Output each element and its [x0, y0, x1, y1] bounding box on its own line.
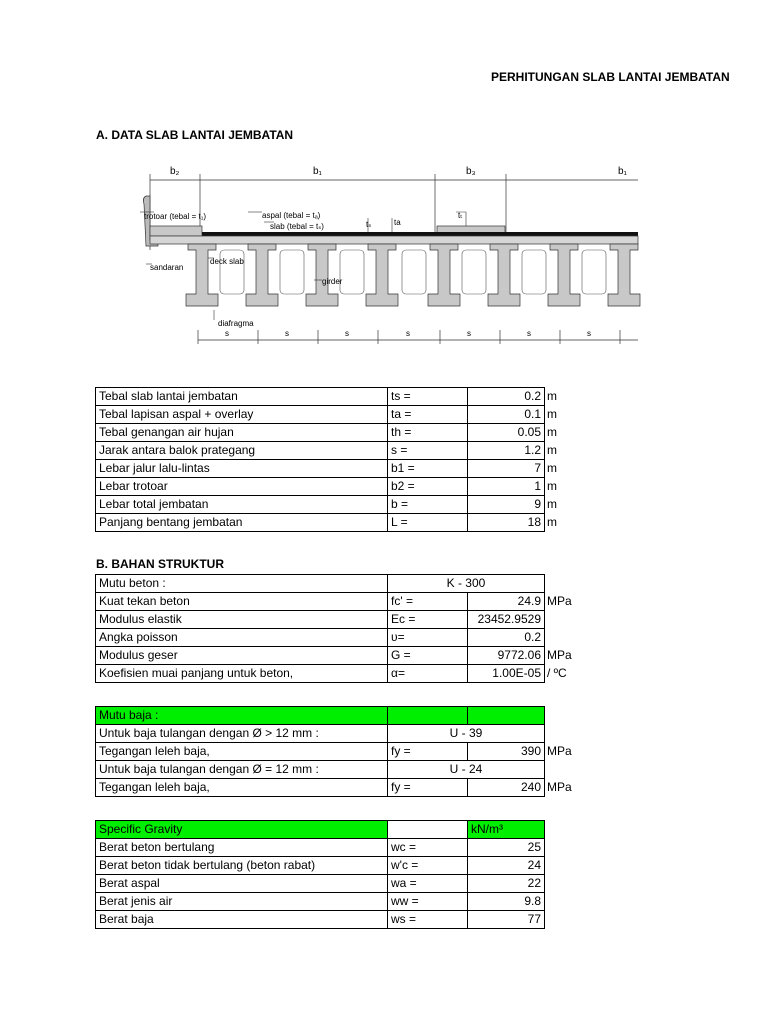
table-cell: Tebal genangan air hujan	[96, 424, 388, 442]
table-row	[96, 743, 581, 761]
table-row	[96, 647, 581, 665]
table-cell: 22	[468, 875, 545, 893]
table-cell: Berat beton tidak bertulang (beton rabat)	[96, 857, 388, 875]
spacing-label: s	[406, 329, 410, 338]
table-row	[96, 388, 581, 406]
ts-label: tₛ	[366, 220, 372, 229]
table-cell: 23452.9529	[468, 611, 545, 629]
spacing-dimension-line	[198, 330, 638, 344]
table-cell: m	[547, 479, 557, 493]
table-cell	[545, 911, 581, 929]
table-cell: Tebal slab lantai jembatan	[96, 388, 388, 406]
tt-label: tₜ	[458, 211, 463, 220]
table-cell: m	[547, 389, 557, 403]
table-row	[96, 514, 581, 532]
table-cell: Modulus geser	[96, 647, 388, 665]
table-cell: K - 300	[388, 575, 545, 593]
table-cell: Angka poisson	[96, 629, 388, 647]
dim-b1-label: b₁	[313, 166, 322, 177]
table-cell: Lebar total jembatan	[96, 496, 388, 514]
table-cell: 24	[468, 857, 545, 875]
table-cell: / ºC	[547, 666, 567, 680]
table-row	[96, 725, 581, 743]
table-cell: υ=	[388, 629, 468, 647]
ta-label: ta	[394, 218, 401, 227]
table-cell: MPa	[547, 648, 572, 662]
trotoar-label: trotoar (tebal = t₁)	[144, 212, 207, 221]
table-cell: α=	[388, 665, 468, 683]
table-cell: Lebar trotoar	[96, 478, 388, 496]
table-cell: Tebal lapisan aspal + overlay	[96, 406, 388, 424]
table-row	[96, 779, 581, 797]
table-cell: Berat beton bertulang	[96, 839, 388, 857]
table-header-row	[96, 821, 581, 839]
asphalt-layer	[202, 232, 638, 236]
aspal-label: aspal (tebal = tₐ)	[262, 211, 321, 220]
table-cell: Untuk baja tulangan dengan Ø = 12 mm :	[96, 761, 388, 779]
table-row	[96, 593, 581, 611]
girder-label: girder	[322, 277, 343, 286]
sandaran-label: sandaran	[150, 263, 184, 272]
table-cell: b1 =	[388, 460, 468, 478]
spacing-label: s	[587, 329, 591, 338]
table-cell: Kuat tekan beton	[96, 593, 388, 611]
table-row	[96, 665, 581, 683]
table-row	[96, 406, 581, 424]
table-cell: 1.00E-05	[468, 665, 545, 683]
spacing-label: s	[285, 329, 289, 338]
table-cell: 77	[468, 911, 545, 929]
table-cell: Tegangan leleh baja,	[96, 743, 388, 761]
table-cell: m	[547, 497, 557, 511]
table-cell: Tegangan leleh baja,	[96, 779, 388, 797]
table-row	[96, 478, 581, 496]
table-cell: U - 39	[388, 725, 545, 743]
table-header-row	[96, 707, 581, 725]
table-cell: 0.05	[468, 424, 545, 442]
table-cell: Mutu beton :	[96, 575, 388, 593]
table-cell: Modulus elastik	[96, 611, 388, 629]
table-cell: kN/m³	[468, 821, 545, 839]
table-row	[96, 839, 581, 857]
table-cell: Berat jenis air	[96, 893, 388, 911]
table-cell	[545, 611, 581, 629]
table-cell: 9772.06	[468, 647, 545, 665]
table-cell: 1.2	[468, 442, 545, 460]
table-row	[96, 875, 581, 893]
table-cell: Ec =	[388, 611, 468, 629]
table-cell: 9	[468, 496, 545, 514]
table-cell: G =	[388, 647, 468, 665]
table-cell: Koefisien muai panjang untuk beton,	[96, 665, 388, 683]
slab-data-table	[95, 387, 581, 532]
bridge-cross-section-diagram	[130, 160, 638, 345]
table-cell: 25	[468, 839, 545, 857]
deck-slab-label: deck slab	[210, 257, 244, 266]
table-cell: s =	[388, 442, 468, 460]
table-cell: b2 =	[388, 478, 468, 496]
table-cell	[545, 875, 581, 893]
table-cell: ta =	[388, 406, 468, 424]
table-cell	[545, 707, 581, 725]
table-cell: Panjang bentang jembatan	[96, 514, 388, 532]
table-cell: m	[547, 515, 557, 529]
table-cell	[545, 725, 581, 743]
table-row	[96, 575, 581, 593]
table-cell: ts =	[388, 388, 468, 406]
dim-b3-label: b₃	[466, 166, 476, 177]
section-b-heading: B. BAHAN STRUKTUR	[96, 557, 224, 571]
table-cell: m	[547, 425, 557, 439]
slab-layer	[150, 236, 638, 244]
table-cell: 18	[468, 514, 545, 532]
table-cell	[545, 821, 581, 839]
table-cell: Mutu baja :	[96, 707, 388, 725]
material-table	[95, 574, 581, 683]
table-cell: ww =	[388, 893, 468, 911]
steel-grade-table	[95, 706, 581, 797]
table-row	[96, 911, 581, 929]
table-cell: MPa	[547, 780, 572, 794]
spacing-label: s	[527, 329, 531, 338]
diafragma-label: diafragma	[218, 319, 254, 328]
table-cell	[545, 575, 581, 593]
table-row	[96, 857, 581, 875]
table-cell: fy =	[388, 743, 468, 761]
table-cell: Jarak antara balok prategang	[96, 442, 388, 460]
table-cell: U - 24	[388, 761, 545, 779]
table-row	[96, 611, 581, 629]
table-cell: Lebar jalur lalu-lintas	[96, 460, 388, 478]
spacing-label: s	[345, 329, 349, 338]
table-cell: Untuk baja tulangan dengan Ø > 12 mm :	[96, 725, 388, 743]
table-row	[96, 629, 581, 647]
left-sidewalk-shape	[150, 226, 202, 236]
table-cell: 7	[468, 460, 545, 478]
table-cell: 390	[468, 743, 545, 761]
table-cell	[545, 893, 581, 911]
table-cell: 9.8	[468, 893, 545, 911]
table-cell: fy =	[388, 779, 468, 797]
table-cell	[545, 857, 581, 875]
table-row	[96, 442, 581, 460]
table-cell: Berat aspal	[96, 875, 388, 893]
table-cell: wa =	[388, 875, 468, 893]
table-cell: ws =	[388, 911, 468, 929]
table-cell: 240	[468, 779, 545, 797]
page-title: PERHITUNGAN SLAB LANTAI JEMBATAN	[491, 70, 730, 84]
table-cell: th =	[388, 424, 468, 442]
table-cell: m	[547, 443, 557, 457]
table-cell	[545, 761, 581, 779]
table-row	[96, 761, 581, 779]
table-cell	[388, 821, 468, 839]
specific-gravity-table	[95, 820, 581, 929]
deck-panels	[220, 250, 606, 294]
table-cell	[545, 839, 581, 857]
table-cell: Berat baja	[96, 911, 388, 929]
table-cell: MPa	[547, 594, 572, 608]
spacing-label: s	[467, 329, 471, 338]
table-cell: 0.2	[468, 629, 545, 647]
table-cell	[545, 629, 581, 647]
section-a-heading: A. DATA SLAB LANTAI JEMBATAN	[96, 128, 294, 142]
dim-b1-right-label: b₁	[618, 166, 627, 177]
table-row	[96, 496, 581, 514]
table-cell: wc =	[388, 839, 468, 857]
slab-label: slab (tebal = tₛ)	[270, 222, 324, 231]
table-cell: b =	[388, 496, 468, 514]
table-cell	[468, 707, 545, 725]
table-cell: m	[547, 407, 557, 421]
table-cell: 0.1	[468, 406, 545, 424]
table-cell	[388, 707, 468, 725]
spacing-label: s	[225, 329, 229, 338]
dim-b2-label: b₂	[170, 166, 180, 177]
table-row	[96, 460, 581, 478]
table-row	[96, 424, 581, 442]
table-row	[96, 893, 581, 911]
table-cell: Specific Gravity	[96, 821, 388, 839]
table-cell: MPa	[547, 744, 572, 758]
table-cell: fc' =	[388, 593, 468, 611]
table-cell: 0.2	[468, 388, 545, 406]
table-cell: w'c =	[388, 857, 468, 875]
table-cell: m	[547, 461, 557, 475]
table-cell: 1	[468, 478, 545, 496]
table-cell: L =	[388, 514, 468, 532]
table-cell: 24.9	[468, 593, 545, 611]
